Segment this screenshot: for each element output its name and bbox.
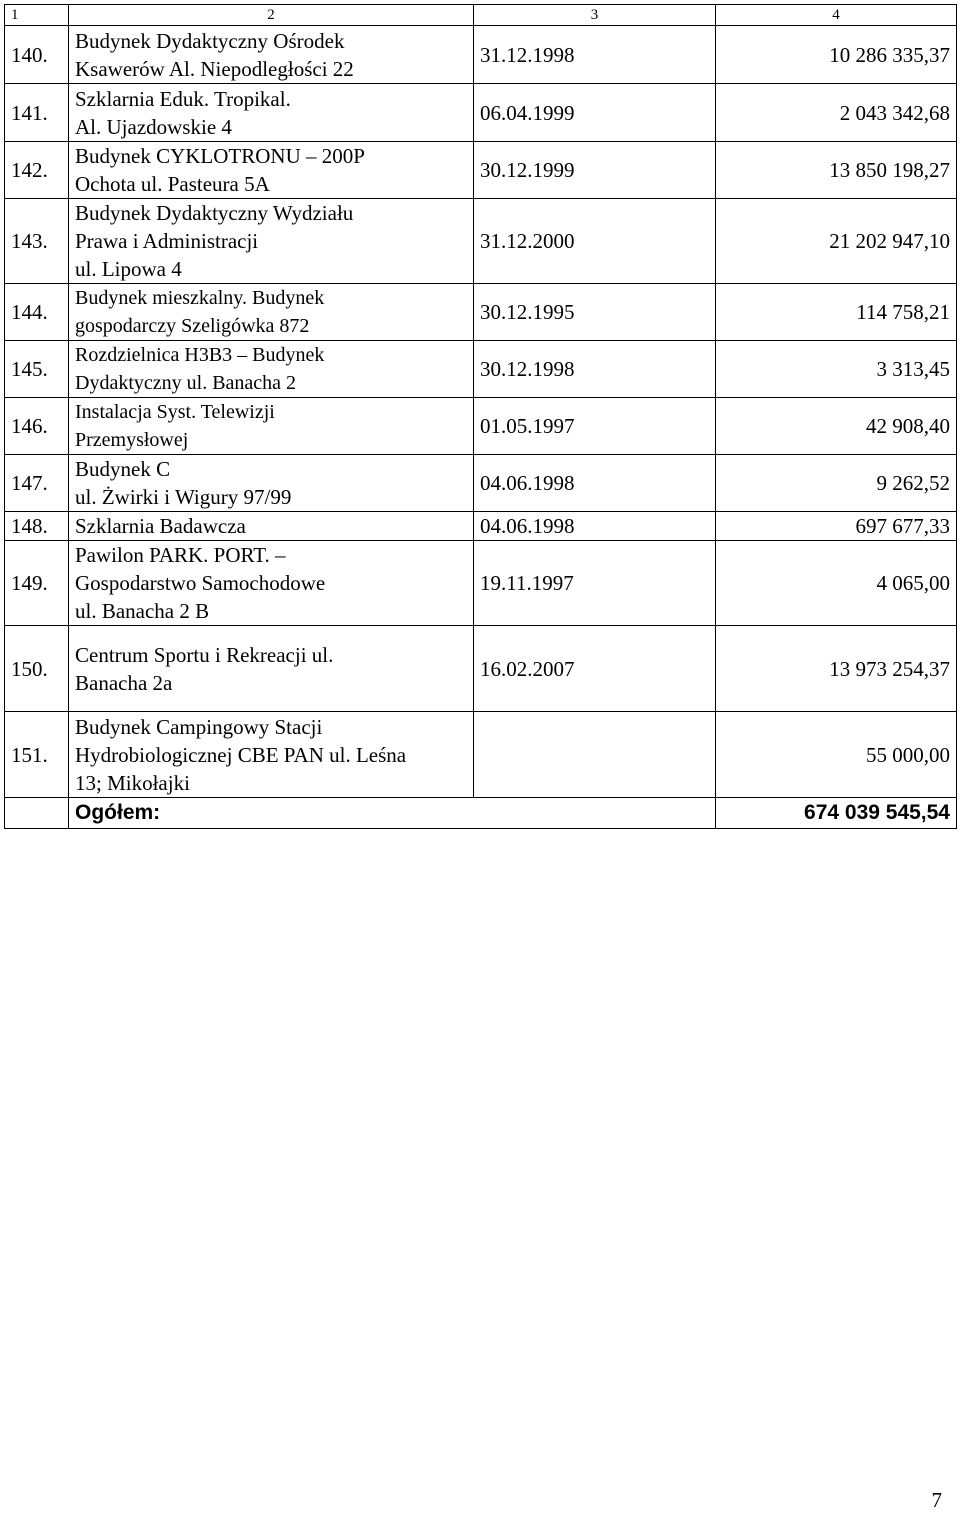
column-number-2: 2 — [69, 5, 474, 26]
table-row — [5, 455, 957, 512]
table-row — [5, 541, 957, 626]
table-row — [5, 284, 957, 341]
row-number: 145. — [5, 341, 69, 398]
acceptance-date: 16.02.2007 — [474, 626, 716, 712]
total-row — [5, 798, 957, 829]
row-number: 140. — [5, 26, 69, 84]
row-number: 146. — [5, 398, 69, 455]
inventory-table — [4, 4, 957, 829]
row-number: 142. — [5, 142, 69, 199]
acceptance-date — [474, 712, 716, 798]
building-name: Rozdzielnica H3B3 – Budynek Dydaktyczny ul. Banacha 2 — [69, 341, 474, 398]
building-name: Instalacja Syst. Telewizji Przemysłowej — [69, 398, 474, 455]
building-name: Centrum Sportu i Rekreacji ul. Banacha 2a — [69, 626, 474, 712]
page-number: 7 — [931, 1488, 942, 1512]
acceptance-date: 31.12.2000 — [474, 199, 716, 284]
acceptance-date: 30.12.1999 — [474, 142, 716, 199]
building-value: 21 202 947,10 — [716, 199, 957, 284]
acceptance-date: 31.12.1998 — [474, 26, 716, 84]
acceptance-date: 06.04.1999 — [474, 84, 716, 142]
building-value: 13 973 254,37 — [716, 626, 957, 712]
building-name: Budynek Dydaktyczny Wydziału Prawa i Administracji ul. Lipowa 4 — [69, 199, 474, 284]
table-row — [5, 712, 957, 798]
table-row — [5, 26, 957, 84]
building-name: Szklarnia Badawcza — [69, 512, 474, 541]
building-value: 13 850 198,27 — [716, 142, 957, 199]
acceptance-date: 04.06.1998 — [474, 512, 716, 541]
table-row — [5, 512, 957, 541]
building-name: Szklarnia Eduk. Tropikal. Al. Ujazdowskie 4 — [69, 84, 474, 142]
building-value: 114 758,21 — [716, 284, 957, 341]
table-row — [5, 398, 957, 455]
row-number: 151. — [5, 712, 69, 798]
row-number: 143. — [5, 199, 69, 284]
total-value: 674 039 545,54 — [716, 798, 957, 829]
table-row — [5, 626, 957, 712]
column-number-3: 3 — [474, 5, 716, 26]
table-row — [5, 199, 957, 284]
acceptance-date: 01.05.1997 — [474, 398, 716, 455]
building-value: 55 000,00 — [716, 712, 957, 798]
row-number: 148. — [5, 512, 69, 541]
acceptance-date: 30.12.1995 — [474, 284, 716, 341]
column-number-1: 1 — [5, 5, 69, 26]
building-value: 42 908,40 — [716, 398, 957, 455]
row-number: 150. — [5, 626, 69, 712]
row-number: 149. — [5, 541, 69, 626]
row-number: 144. — [5, 284, 69, 341]
building-name: Budynek C ul. Żwirki i Wigury 97/99 — [69, 455, 474, 512]
table-row — [5, 142, 957, 199]
building-name: Budynek CYKLOTRONU – 200P Ochota ul. Pasteura 5A — [69, 142, 474, 199]
building-value: 10 286 335,37 — [716, 26, 957, 84]
building-value: 3 313,45 — [716, 341, 957, 398]
building-value: 9 262,52 — [716, 455, 957, 512]
column-number-4: 4 — [716, 5, 957, 26]
table-row — [5, 84, 957, 142]
total-label: Ogółem: — [69, 798, 716, 829]
acceptance-date: 04.06.1998 — [474, 455, 716, 512]
acceptance-date: 30.12.1998 — [474, 341, 716, 398]
building-value: 697 677,33 — [716, 512, 957, 541]
building-name: Budynek Dydaktyczny Ośrodek Ksawerów Al. Niepodległości 22 — [69, 26, 474, 84]
building-value: 2 043 342,68 — [716, 84, 957, 142]
building-name: Budynek Campingowy Stacji Hydrobiologicznej CBE PAN ul. Leśna 13; Mikołajki — [69, 712, 474, 798]
building-name: Budynek mieszkalny. Budynek gospodarczy Szeligówka 872 — [69, 284, 474, 341]
building-name: Pawilon PARK. PORT. – Gospodarstwo Samochodowe ul. Banacha 2 B — [69, 541, 474, 626]
column-number-row — [5, 5, 957, 26]
building-value: 4 065,00 — [716, 541, 957, 626]
row-number: 141. — [5, 84, 69, 142]
total-empty-cell — [5, 798, 69, 829]
acceptance-date: 19.11.1997 — [474, 541, 716, 626]
table-row — [5, 341, 957, 398]
row-number: 147. — [5, 455, 69, 512]
